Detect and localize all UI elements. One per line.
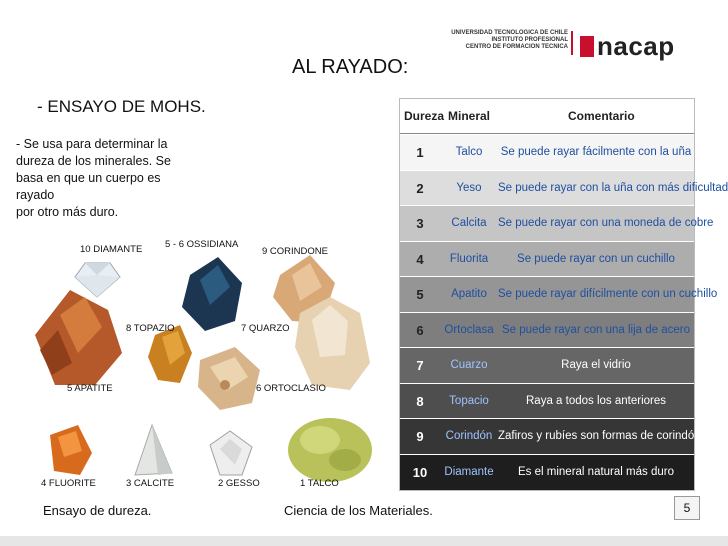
minerals-image (30, 235, 390, 497)
header-mineral: Mineral (448, 109, 491, 123)
description-line: basa en que un cuerpo es (16, 171, 161, 185)
cell-mineral: Diamante (444, 465, 494, 478)
cell-comentario: Se puede rayar fácilmente con la uña (500, 146, 692, 158)
ortoclasio-icon (198, 347, 260, 410)
table-row (400, 241, 694, 277)
cell-comentario: Se puede rayar con una moneda de cobre (498, 217, 714, 229)
page-number: 5 (674, 496, 700, 520)
table-row (400, 347, 694, 383)
cell-mineral: Apatito (451, 288, 487, 300)
cell-comentario: Raya el vidrio (561, 359, 631, 371)
cell-dureza: 3 (416, 216, 424, 231)
description-line: - Se usa para determinar la (16, 137, 168, 151)
slide-subtitle: - ENSAYO DE MOHS. (37, 97, 206, 116)
cell-dureza: 2 (416, 180, 424, 196)
cell-comentario: Zafiros y rubíes son formas de corindón (498, 430, 701, 442)
cell-dureza: 7 (416, 358, 424, 373)
header-comentario: Comentario (568, 109, 635, 123)
fluorite-icon (50, 425, 92, 475)
table-row (400, 205, 714, 241)
diamante-icon (75, 263, 120, 297)
cell-comentario: Es el mineral natural más duro (518, 465, 674, 478)
label-quarzo: 7 QUARZO (241, 323, 290, 334)
description-line: rayado (16, 188, 55, 202)
cell-mineral: Ortoclasa (444, 323, 494, 336)
calcite-icon (135, 425, 172, 475)
description (16, 136, 216, 221)
table-row (400, 383, 694, 419)
gesso-icon (210, 431, 252, 475)
cell-mineral: Yeso (456, 181, 482, 194)
cell-mineral: Corindón (445, 430, 493, 442)
cell-comentario: Se puede rayar con la uña con más dificultad (498, 181, 728, 194)
table-row (400, 276, 718, 312)
topazio-icon (35, 290, 122, 385)
institution-text (440, 30, 568, 51)
talco-icon (288, 418, 372, 482)
institution-line: INSTITUTO PROFESIONAL (491, 37, 568, 43)
cell-comentario: Se puede rayar difícilmente con un cuchillo (498, 288, 718, 300)
cell-mineral: Talco (455, 146, 483, 158)
logo-mark-icon (580, 36, 594, 57)
cell-dureza: 8 (416, 393, 424, 409)
cell-dureza: 9 (416, 429, 424, 444)
label-fluorite: 4 FLUORITE (41, 478, 96, 489)
label-diamante: 10 DIAMANTE (80, 244, 143, 255)
table-row (400, 454, 694, 490)
logo-text: nacap (597, 31, 675, 61)
ossidiana-icon (182, 257, 242, 331)
cell-mineral: Calcita (451, 217, 487, 229)
label-talco: 1 TALCO (300, 478, 339, 489)
cell-comentario: Se puede rayar con una lija de acero (502, 323, 690, 336)
footer-center: Ciencia de los Materiales. (284, 503, 433, 518)
cell-dureza: 6 (416, 322, 424, 338)
slide-title: AL RAYADO: (292, 56, 409, 78)
label-topazio: 8 TOPAZIO (126, 323, 175, 334)
label-gesso: 2 GESSO (218, 478, 260, 489)
header-dureza: Dureza (404, 109, 445, 123)
cell-dureza: 5 (416, 287, 424, 302)
label-ossidiana: 5 - 6 OSSIDIANA (165, 239, 239, 250)
cell-dureza: 10 (412, 464, 428, 480)
table-row (400, 134, 694, 170)
institution-line: UNIVERSIDAD TECNOLOGICA DE CHILE (451, 30, 568, 36)
cell-mineral: Fluorita (449, 252, 489, 265)
bottom-bar (0, 536, 728, 546)
table-row (400, 170, 728, 206)
cell-mineral: Topacio (449, 394, 489, 407)
cell-dureza: 4 (416, 251, 424, 267)
footer-left: Ensayo de dureza. (43, 503, 152, 518)
label-apatite: 5 APATITE (67, 383, 113, 394)
cell-comentario: Se puede rayar con un cuchillo (517, 252, 675, 265)
table-row (400, 418, 701, 454)
cell-dureza: 1 (416, 145, 424, 160)
description-line: dureza de los minerales. Se (16, 154, 171, 168)
label-corindone: 9 CORINDONE (262, 246, 328, 257)
mohs-table (399, 98, 728, 491)
table-row (400, 312, 694, 348)
cell-mineral: Cuarzo (450, 359, 488, 371)
minerals-illustration (30, 235, 390, 497)
label-calcite: 3 CALCITE (126, 478, 175, 489)
cell-comentario: Raya a todos los anteriores (526, 394, 666, 407)
label-ortoclasio: 6 ORTOCLASIO (256, 383, 326, 394)
quarzo-icon (295, 297, 370, 390)
description-line: por otro más duro. (16, 205, 119, 219)
logo-divider (571, 31, 573, 55)
institution-line: CENTRO DE FORMACION TECNICA (465, 44, 568, 50)
table-header (400, 99, 694, 134)
